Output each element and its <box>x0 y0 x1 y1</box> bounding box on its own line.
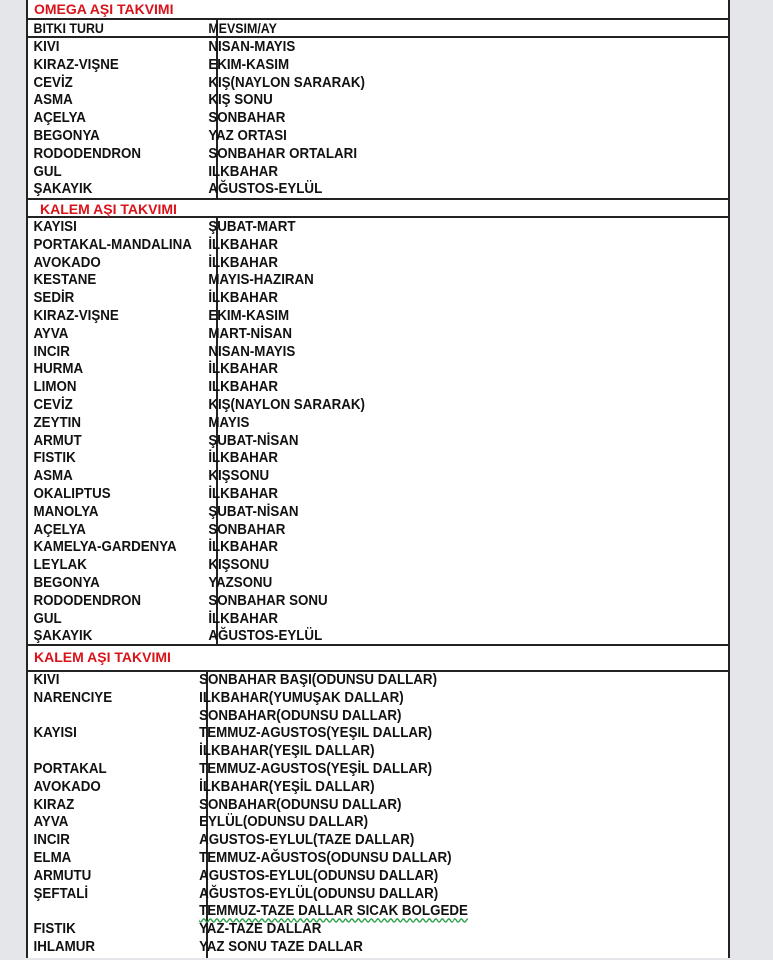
plant-cell: ŞAKAYIK <box>33 628 93 645</box>
table-row <box>28 743 672 761</box>
table-row <box>28 939 672 957</box>
table-row <box>28 433 672 451</box>
table-header <box>28 20 672 38</box>
table-row <box>28 379 672 397</box>
grafting-calendar-sheet <box>26 0 730 958</box>
omega-table <box>28 38 728 200</box>
table-row <box>28 575 672 593</box>
table-row <box>28 219 672 237</box>
plant-cell: LEYLAK <box>33 557 87 574</box>
table-row <box>28 779 672 797</box>
kalem2-table <box>28 672 728 958</box>
season-cell: SONBAHAR(ODUNSU DALLAR) <box>199 796 402 813</box>
table-row <box>28 397 672 415</box>
season-cell: YAZ SONU TAZE DALLAR <box>199 938 363 955</box>
season-cell: KIŞSONU <box>208 468 270 485</box>
season-cell: İLKBAHAR <box>208 450 278 467</box>
table-row <box>28 868 672 886</box>
season-cell: KIŞ SONU <box>208 92 273 109</box>
season-cell: AĞUSTOS-EYLÜL <box>208 628 323 645</box>
table-row <box>28 39 672 57</box>
table-row <box>28 344 672 362</box>
table-row <box>28 272 672 290</box>
table-row <box>28 415 672 433</box>
table-row <box>28 886 672 904</box>
kalem1-table <box>28 218 728 646</box>
table-row <box>28 181 672 199</box>
plant-cell: AYVA <box>33 325 69 342</box>
table-row <box>28 361 672 379</box>
kalem1-section-title: KALEM AŞI TAKVIMI <box>28 200 728 218</box>
plant-cell: FISTIK <box>33 921 76 938</box>
season-cell: TEMMUZ-AGUSTOS(YEŞİL DALLAR) <box>199 760 433 777</box>
season-cell: İLKBAHAR(YEŞIL DALLAR) <box>199 743 375 760</box>
table-row <box>28 128 672 146</box>
plant-cell: ELMA <box>33 849 72 866</box>
season-cell: SONBAHAR SONU <box>208 592 328 609</box>
table-row <box>28 593 672 611</box>
table-row <box>28 539 672 557</box>
plant-cell: KIVI <box>33 672 60 688</box>
table-row <box>28 308 672 326</box>
plant-cell: FISTIK <box>33 450 76 467</box>
table-row <box>28 903 672 921</box>
season-cell: EYLÜL(ODUNSU DALLAR) <box>199 814 369 831</box>
season-cell: İLKBAHAR <box>208 610 278 627</box>
plant-cell: LIMON <box>33 379 77 396</box>
season-cell: İLKBAHAR(YEŞİL DALLAR) <box>199 778 375 795</box>
table-row <box>28 57 672 75</box>
season-cell: İLKBAHAR <box>208 361 278 378</box>
table-row <box>28 522 672 540</box>
season-cell: KIŞSONU <box>208 557 270 574</box>
season-cell: EKIM-KASIM <box>208 307 290 324</box>
table-row <box>28 814 672 832</box>
table-row <box>28 237 672 255</box>
plant-cell: KAYISI <box>33 219 77 235</box>
season-cell: İLKBAHAR <box>208 290 278 307</box>
season-cell: TEMMUZ-AĞUSTOS(ODUNSU DALLAR) <box>199 849 452 866</box>
table-row <box>28 672 672 690</box>
table-row <box>28 164 672 182</box>
season-cell: MART-NİSAN <box>208 325 293 342</box>
season-cell: SONBAHAR(ODUNSU DALLAR) <box>199 707 402 724</box>
table-row <box>28 110 672 128</box>
plant-cell: IHLAMUR <box>33 938 96 955</box>
plant-cell: NARENCIYE <box>33 689 113 706</box>
plant-cell: INCIR <box>33 832 70 849</box>
season-cell: AĞUSTOS-EYLÜL(ODUNSU DALLAR) <box>199 885 439 902</box>
table-row <box>28 832 672 850</box>
omega-header-row <box>28 20 728 38</box>
plant-cell: AÇELYA <box>33 521 86 538</box>
season-cell: İLKBAHAR <box>208 485 278 502</box>
season-cell: YAZ-TAZE DALLAR <box>199 921 322 938</box>
plant-cell: KESTANE <box>33 272 97 289</box>
season-cell: SONBAHAR <box>208 110 286 127</box>
plant-cell: AYVA <box>33 814 69 831</box>
season-cell: ŞUBAT-MART <box>208 219 296 235</box>
table-row <box>28 468 672 486</box>
season-cell: MAYIS-HAZIRAN <box>208 272 314 289</box>
plant-cell: AÇELYA <box>33 110 86 127</box>
season-cell: YAZ ORTASI <box>208 127 287 144</box>
plant-cell: ASMA <box>33 468 73 485</box>
plant-cell: CEVİZ <box>33 74 73 91</box>
plant-cell: ZEYTIN <box>33 414 81 431</box>
plant-cell: KAMELYA-GARDENYA <box>33 539 177 556</box>
season-cell: NISAN-MAYIS <box>208 39 296 55</box>
season-cell: ILKBAHAR <box>208 379 278 396</box>
season-cell: KIŞ(NAYLON SARARAK) <box>208 74 365 91</box>
season-cell: TEMMUZ-TAZE DALLAR SICAK BOLGEDE <box>199 903 468 920</box>
season-cell: TEMMUZ-AGUSTOS(YEŞIL DALLAR) <box>199 725 433 742</box>
season-cell: SONBAHAR BAŞI(ODUNSU DALLAR) <box>199 672 438 688</box>
table-row <box>28 921 672 939</box>
table-row <box>28 611 672 629</box>
plant-cell: RODODENDRON <box>33 145 141 162</box>
season-cell: AĞUSTOS-EYLÜL <box>208 181 323 198</box>
table-row <box>28 761 672 779</box>
table-row <box>28 450 672 468</box>
table-row <box>28 146 672 164</box>
table-row <box>28 557 672 575</box>
plant-cell: HURMA <box>33 361 84 378</box>
plant-cell: BEGONYA <box>33 574 100 591</box>
plant-cell: INCIR <box>33 343 70 360</box>
table-row <box>28 290 672 308</box>
plant-cell: ARMUTU <box>33 867 92 884</box>
season-cell: İLKBAHAR <box>208 254 278 271</box>
table-row <box>28 326 672 344</box>
plant-cell: KIRAZ-VIŞNE <box>33 56 119 73</box>
plant-cell: AVOKADO <box>33 778 101 795</box>
table-row <box>28 255 672 273</box>
kalem2-section-title: KALEM AŞI TAKVIMI <box>28 646 728 672</box>
season-cell: İLKBAHAR <box>208 539 278 556</box>
plant-cell: KIVI <box>33 39 60 55</box>
plant-column-header: BITKI TURU <box>33 21 104 36</box>
season-cell: MAYIS <box>208 414 250 431</box>
season-cell: YAZSONU <box>208 574 273 591</box>
plant-cell: ASMA <box>33 92 73 109</box>
season-cell: ILKBAHAR <box>208 163 278 180</box>
table-row <box>28 708 672 726</box>
table-row <box>28 628 672 646</box>
table-row <box>28 850 672 868</box>
plant-cell: GUL <box>33 610 62 627</box>
season-cell: ŞUBAT-NİSAN <box>208 503 299 520</box>
plant-cell: GUL <box>33 163 62 180</box>
plant-cell: SEDİR <box>33 290 75 307</box>
plant-cell: KIRAZ <box>33 796 75 813</box>
plant-cell: OKALIPTUS <box>33 485 111 502</box>
plant-cell: AVOKADO <box>33 254 101 271</box>
omega-section-title: OMEGA AŞI TAKVIMI <box>28 0 728 20</box>
plant-cell: KIRAZ-VIŞNE <box>33 307 119 324</box>
table-row <box>28 504 672 522</box>
plant-cell: PORTAKAL-MANDALINA <box>33 236 192 253</box>
season-cell: İLKBAHAR <box>208 236 278 253</box>
season-column-header: MEVSIM/AY <box>208 21 277 36</box>
table-row <box>28 725 672 743</box>
season-cell: AGUSTOS-EYLUL(TAZE DALLAR) <box>199 832 415 849</box>
season-cell: AGUSTOS-EYLUL(ODUNSU DALLAR) <box>199 867 439 884</box>
plant-cell: ARMUT <box>33 432 82 449</box>
plant-cell: RODODENDRON <box>33 592 141 609</box>
table-row <box>28 797 672 815</box>
table-row <box>28 486 672 504</box>
season-cell: EKIM-KASIM <box>208 56 290 73</box>
table-row <box>28 75 672 93</box>
season-cell: NISAN-MAYIS <box>208 343 296 360</box>
plant-cell: KAYISI <box>33 725 77 742</box>
season-cell: ILKBAHAR(YUMUŞAK DALLAR) <box>199 689 404 706</box>
plant-cell: CEVİZ <box>33 396 73 413</box>
season-cell: SONBAHAR <box>208 521 286 538</box>
plant-cell: PORTAKAL <box>33 760 107 777</box>
season-cell: KIŞ(NAYLON SARARAK) <box>208 396 365 413</box>
plant-cell: ŞEFTALİ <box>33 885 89 902</box>
season-cell: ŞUBAT-NİSAN <box>208 432 299 449</box>
season-cell: SONBAHAR ORTALARI <box>208 145 358 162</box>
plant-cell: ŞAKAYIK <box>33 181 93 198</box>
plant-cell: MANOLYA <box>33 503 99 520</box>
plant-cell: BEGONYA <box>33 127 100 144</box>
table-row <box>28 92 672 110</box>
table-row <box>28 690 672 708</box>
